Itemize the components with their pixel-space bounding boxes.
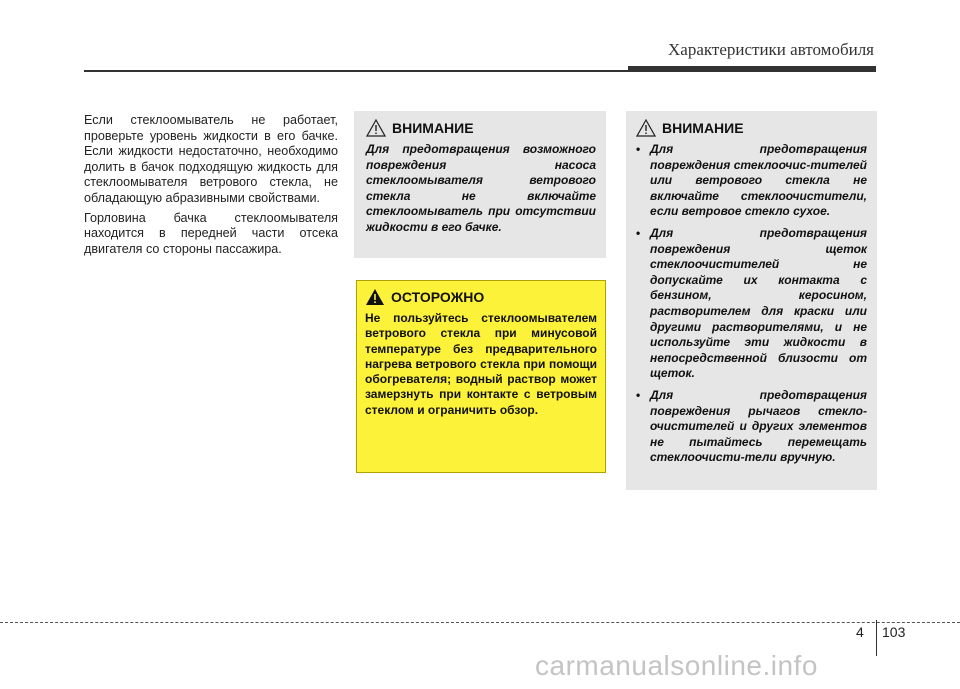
warning-box-1 bbox=[354, 111, 606, 258]
chapter-number: 4 bbox=[856, 624, 864, 640]
main-paragraph-2: Горловина бачка стеклоомывателя находится в передней части отсека двигателя со стороны пассажира. bbox=[84, 210, 338, 256]
list-item-text: Для предотвращения повреждения стеклоочис-тителей или ветрового стекла не включайте стеклоочистители, если ветровое стекло сухое. bbox=[650, 142, 867, 219]
list-item bbox=[636, 226, 867, 382]
page-header-title: Характеристики автомобиля bbox=[668, 40, 874, 59]
caution-box-text: Не пользуйтесь стеклоомывателем ветрового стекла при минусовой температуре без предварительного нагрева ветрового стекла при помощи обогревателя; водный раствор может замерзнуть при контакте с ветровым стеклом и ограничить обзор. bbox=[365, 311, 597, 417]
page-number-separator bbox=[876, 620, 877, 656]
warning-box-2-list bbox=[636, 142, 867, 466]
main-text-column bbox=[84, 113, 338, 261]
warning-triangle-icon bbox=[366, 119, 386, 137]
caution-box bbox=[356, 280, 606, 473]
warning-box-1-header bbox=[366, 119, 596, 137]
warning-box-2-title: ВНИМАНИЕ bbox=[662, 120, 744, 136]
bullet-icon: • bbox=[636, 387, 641, 402]
list-item bbox=[636, 388, 867, 466]
list-item bbox=[636, 142, 867, 220]
header-rule bbox=[84, 70, 630, 72]
warning-box-2 bbox=[626, 111, 877, 490]
page-number: 103 bbox=[882, 624, 906, 640]
caution-box-title: ОСТОРОЖНО bbox=[391, 289, 485, 305]
bullet-icon: • bbox=[636, 142, 641, 156]
warning-box-2-header bbox=[636, 119, 867, 137]
warning-triangle-icon bbox=[636, 119, 656, 137]
warning-triangle-filled-icon bbox=[365, 288, 385, 306]
list-item-text: Для предотвращения повреждения рычагов стекло-очистителей и других элементов не пытайтесь перемещать стеклоочисти-тели вручную. bbox=[650, 387, 867, 465]
warning-box-1-text: Для предотвращения возможного повреждения насоса стеклоомывателя ветрового стекла не включайте стеклоомыватель при отсутствии жидкости в его бачке. bbox=[366, 142, 596, 234]
caution-box-header bbox=[365, 288, 597, 306]
bullet-icon: • bbox=[636, 225, 641, 240]
watermark: carmanualsonline.info bbox=[535, 650, 818, 681]
list-item-text: Для предотвращения повреждения щеток стеклоочистителей не допускайте их контакта с бензином, керосином, растворителем для краски или другими растворителями, и не используйте эти жидкости в непосредственной близости от щеток. bbox=[650, 225, 867, 381]
header-rule-accent bbox=[628, 66, 876, 72]
footer-rule bbox=[0, 622, 960, 623]
main-paragraph-1: Если стеклоомыватель не работает, проверьте уровень жидкости в его бачке. Если жидкости недостаточно, необходимо долить в бачок подходящую жидкость для стеклоомывателя ветрового стекла, не обладающую абразивными свойствами. bbox=[84, 113, 338, 205]
warning-box-1-title: ВНИМАНИЕ bbox=[392, 120, 474, 136]
